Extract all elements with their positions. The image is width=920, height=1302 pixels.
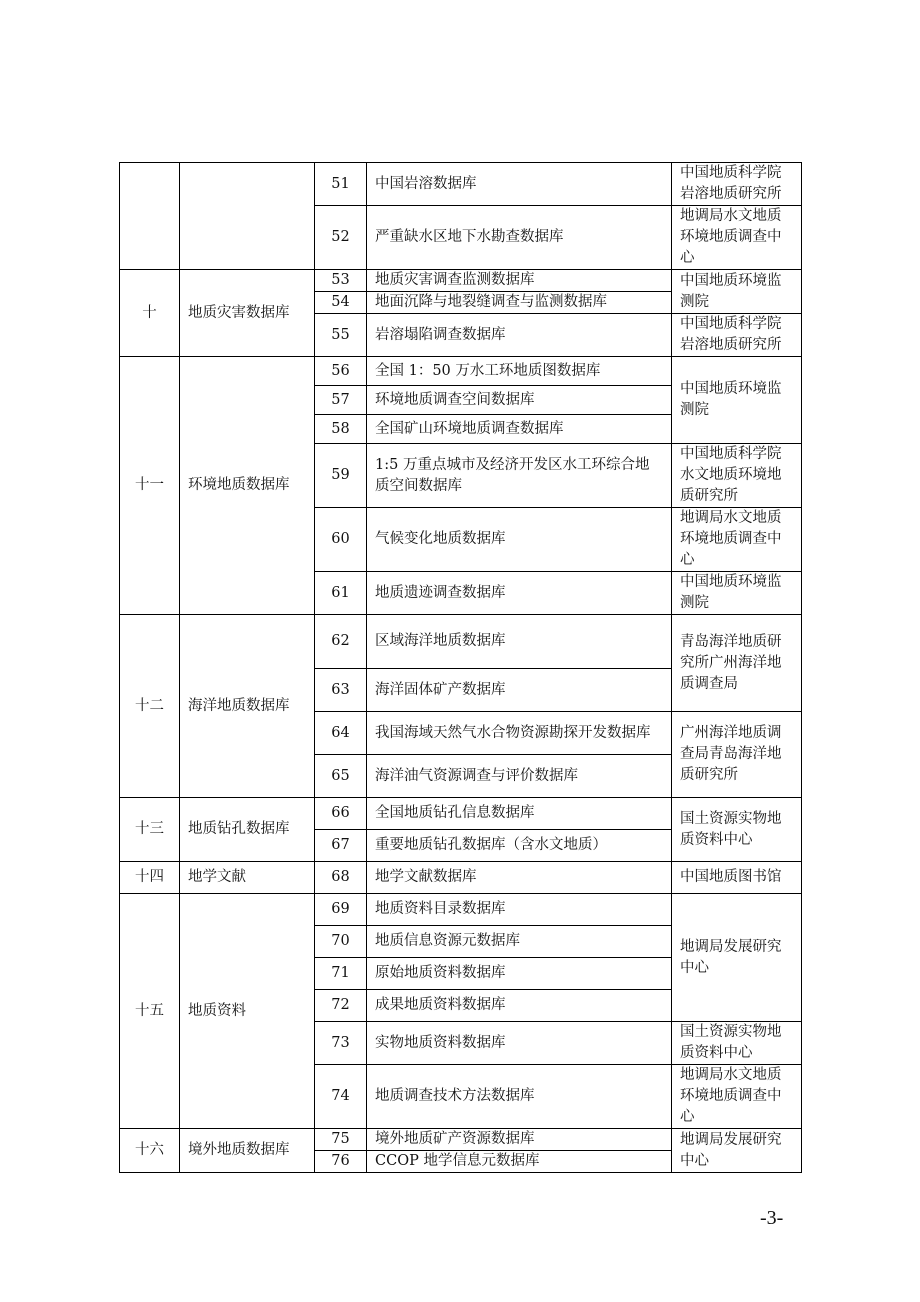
row-number-cell: 58: [315, 415, 367, 444]
database-name-cell: 地面沉降与地裂缝调查与监测数据库: [367, 292, 672, 314]
row-number-cell: 56: [315, 357, 367, 386]
row-number-cell: 75: [315, 1129, 367, 1151]
responsible-unit-cell: 地调局水文地质环境地质调查中心: [672, 1065, 802, 1129]
category-number-cell: 十六: [120, 1129, 180, 1173]
responsible-unit-cell: 中国地质图书馆: [672, 862, 802, 894]
responsible-unit-cell: 青岛海洋地质研究所广州海洋地质调查局: [672, 615, 802, 712]
responsible-unit-cell: 中国地质环境监测院: [672, 270, 802, 314]
row-number-cell: 70: [315, 926, 367, 958]
row-number-cell: 59: [315, 444, 367, 508]
database-name-cell: 全国 1：50 万水工环地质图数据库: [367, 357, 672, 386]
category-name-cell: 地质资料: [180, 894, 315, 1129]
row-number-cell: 62: [315, 615, 367, 669]
database-table: [119, 162, 802, 1173]
row-number-cell: 71: [315, 958, 367, 990]
category-number-cell: 十五: [120, 894, 180, 1129]
responsible-unit-cell: 中国地质科学院岩溶地质研究所: [672, 314, 802, 357]
category-name-cell: 海洋地质数据库: [180, 615, 315, 798]
database-name-cell: 成果地质资料数据库: [367, 990, 672, 1022]
row-number-cell: 68: [315, 862, 367, 894]
database-name-cell: 海洋油气资源调查与评价数据库: [367, 755, 672, 798]
row-number-cell: 53: [315, 270, 367, 292]
database-name-cell: 1:5 万重点城市及经济开发区水工环综合地质空间数据库: [367, 444, 672, 508]
responsible-unit-cell: 地调局水文地质环境地质调查中心: [672, 206, 802, 270]
row-number-cell: 67: [315, 830, 367, 862]
category-number-cell: [120, 163, 180, 270]
responsible-unit-cell: 地调局发展研究中心: [672, 1129, 802, 1173]
row-number-cell: 60: [315, 508, 367, 572]
row-number-cell: 64: [315, 712, 367, 755]
row-number-cell: 52: [315, 206, 367, 270]
responsible-unit-cell: 中国地质环境监测院: [672, 572, 802, 615]
category-number-cell: 十四: [120, 862, 180, 894]
category-name-cell: 地学文献: [180, 862, 315, 894]
category-number-cell: 十三: [120, 798, 180, 862]
database-name-cell: 地质资料目录数据库: [367, 894, 672, 926]
row-number-cell: 54: [315, 292, 367, 314]
row-number-cell: 61: [315, 572, 367, 615]
category-number-cell: 十: [120, 270, 180, 357]
category-name-cell: [180, 163, 315, 270]
category-number-cell: 十二: [120, 615, 180, 798]
category-name-cell: 境外地质数据库: [180, 1129, 315, 1173]
responsible-unit-cell: 地调局水文地质环境地质调查中心: [672, 508, 802, 572]
row-number-cell: 74: [315, 1065, 367, 1129]
responsible-unit-cell: 中国地质环境监测院: [672, 357, 802, 444]
database-name-cell: 实物地质资料数据库: [367, 1022, 672, 1065]
database-name-cell: 重要地质钻孔数据库（含水文地质）: [367, 830, 672, 862]
database-name-cell: 地质信息资源元数据库: [367, 926, 672, 958]
category-name-cell: 地质钻孔数据库: [180, 798, 315, 862]
table-row: [120, 862, 802, 894]
database-name-cell: 境外地质矿产资源数据库: [367, 1129, 672, 1151]
table-row: [120, 615, 802, 669]
row-number-cell: 63: [315, 669, 367, 712]
database-name-cell: 中国岩溶数据库: [367, 163, 672, 206]
row-number-cell: 51: [315, 163, 367, 206]
database-name-cell: 全国矿山环境地质调查数据库: [367, 415, 672, 444]
page-number: -3-: [760, 1207, 784, 1229]
database-name-cell: 我国海域天然气水合物资源勘探开发数据库: [367, 712, 672, 755]
database-name-cell: 地质灾害调查监测数据库: [367, 270, 672, 292]
database-name-cell: 气候变化地质数据库: [367, 508, 672, 572]
category-name-cell: 地质灾害数据库: [180, 270, 315, 357]
responsible-unit-cell: 国土资源实物地质资料中心: [672, 798, 802, 862]
database-name-cell: 地质遗迹调查数据库: [367, 572, 672, 615]
row-number-cell: 76: [315, 1151, 367, 1173]
row-number-cell: 55: [315, 314, 367, 357]
database-name-cell: 全国地质钻孔信息数据库: [367, 798, 672, 830]
database-name-cell: 区域海洋地质数据库: [367, 615, 672, 669]
responsible-unit-cell: 地调局发展研究中心: [672, 894, 802, 1022]
table-row: [120, 894, 802, 926]
category-number-cell: 十一: [120, 357, 180, 615]
table-row: [120, 1129, 802, 1151]
responsible-unit-cell: 中国地质科学院水文地质环境地质研究所: [672, 444, 802, 508]
row-number-cell: 66: [315, 798, 367, 830]
database-name-cell: 地学文献数据库: [367, 862, 672, 894]
responsible-unit-cell: 国土资源实物地质资料中心: [672, 1022, 802, 1065]
row-number-cell: 65: [315, 755, 367, 798]
database-name-cell: 地质调查技术方法数据库: [367, 1065, 672, 1129]
table-row: [120, 270, 802, 292]
row-number-cell: 69: [315, 894, 367, 926]
table-row: [120, 798, 802, 830]
table-row: [120, 163, 802, 206]
table-row: [120, 357, 802, 386]
row-number-cell: 57: [315, 386, 367, 415]
database-name-cell: 原始地质资料数据库: [367, 958, 672, 990]
row-number-cell: 73: [315, 1022, 367, 1065]
category-name-cell: 环境地质数据库: [180, 357, 315, 615]
database-name-cell: 环境地质调查空间数据库: [367, 386, 672, 415]
database-name-cell: 严重缺水区地下水勘查数据库: [367, 206, 672, 270]
database-name-cell: CCOP 地学信息元数据库: [367, 1151, 672, 1173]
database-name-cell: 海洋固体矿产数据库: [367, 669, 672, 712]
responsible-unit-cell: 中国地质科学院岩溶地质研究所: [672, 163, 802, 206]
responsible-unit-cell: 广州海洋地质调查局青岛海洋地质研究所: [672, 712, 802, 798]
row-number-cell: 72: [315, 990, 367, 1022]
database-name-cell: 岩溶塌陷调查数据库: [367, 314, 672, 357]
